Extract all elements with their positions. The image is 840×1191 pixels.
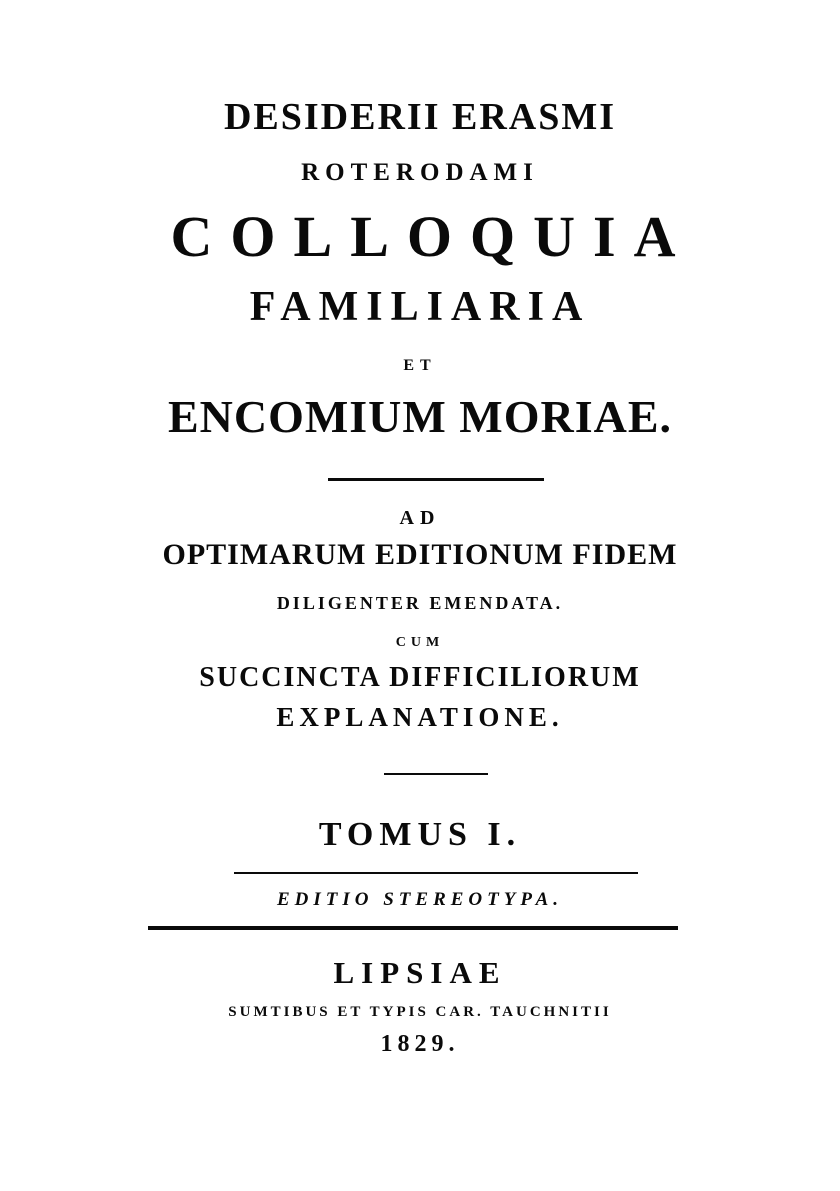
stereotype-edition: EDITIO STEREOTYPA. bbox=[276, 889, 563, 910]
imprint-year: 1829. bbox=[380, 1031, 460, 1057]
second-title: ENCOMIUM MORIAE. bbox=[167, 391, 673, 442]
edition-emendata: DILIGENTER EMENDATA. bbox=[276, 593, 564, 613]
volume-number: TOMUS I. bbox=[318, 816, 522, 853]
divider-rule-3 bbox=[234, 872, 638, 874]
divider-rule-2 bbox=[384, 773, 488, 775]
divider-rule-1 bbox=[328, 478, 544, 481]
book-subtitle: FAMILIARIA bbox=[249, 284, 591, 330]
divider-rule-4 bbox=[148, 926, 678, 930]
edition-ad: AD bbox=[399, 507, 441, 529]
author-name: DESIDERII ERASMI bbox=[223, 96, 617, 138]
imprint-city: LIPSIAE bbox=[333, 955, 507, 990]
explanatione-line: EXPLANATIONE. bbox=[276, 702, 564, 732]
book-title: COLLOQUIA bbox=[170, 204, 694, 269]
cum-line: CUM bbox=[395, 635, 445, 650]
succincta-line: SUCCINCTA DIFFICILIORUM bbox=[199, 662, 641, 693]
imprint-publisher: SUMTIBUS ET TYPIS CAR. TAUCHNITII bbox=[228, 1004, 612, 1020]
conjunction: ET bbox=[403, 357, 437, 374]
author-origin: ROTERODAMI bbox=[301, 159, 539, 186]
edition-fidem: OPTIMARUM EDITIONUM FIDEM bbox=[162, 538, 678, 571]
